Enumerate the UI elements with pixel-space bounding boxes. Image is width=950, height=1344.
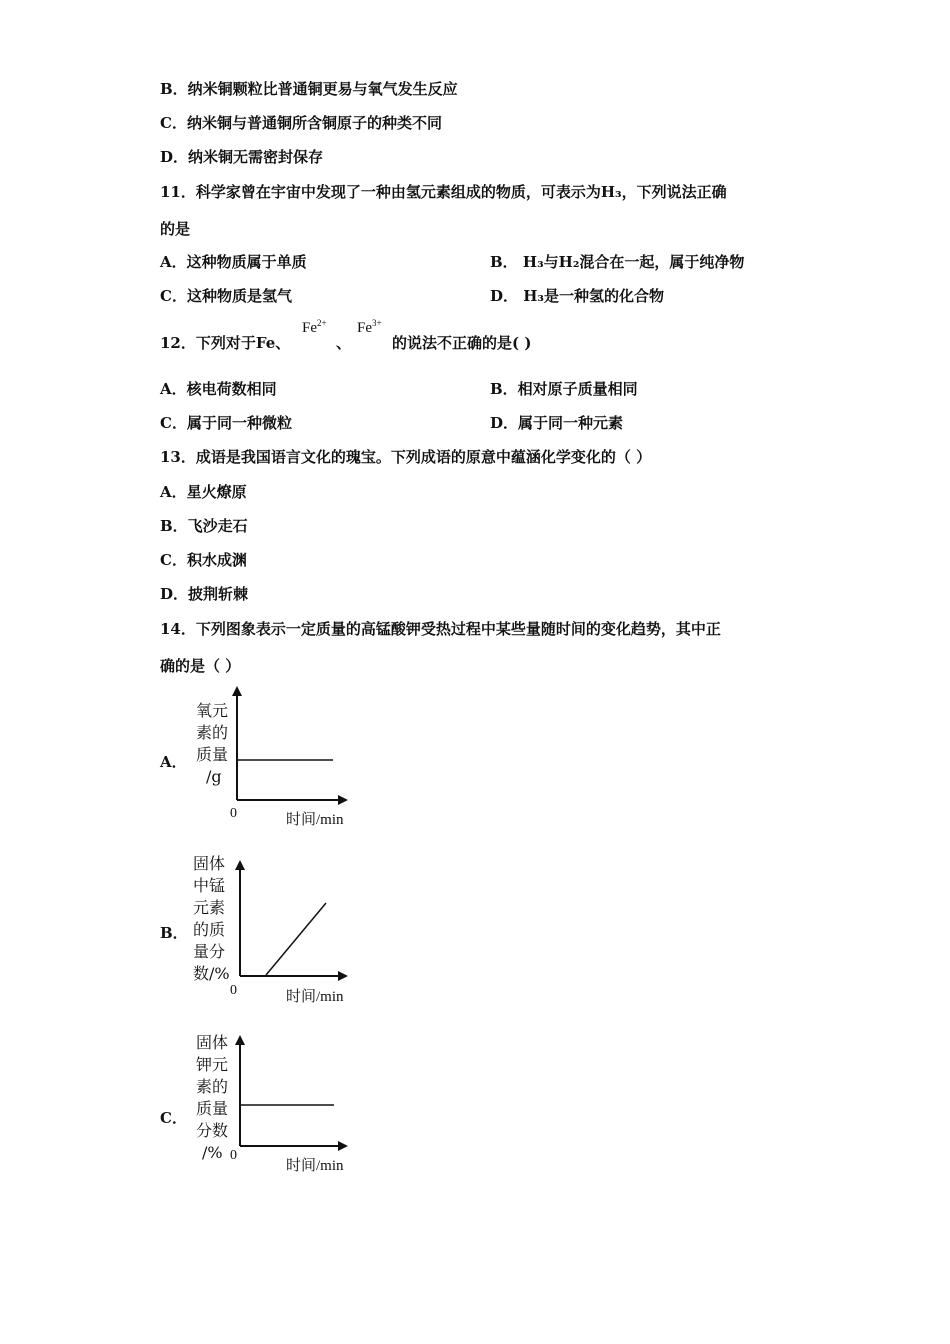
q13-option-c: C．积水成渊 <box>160 551 247 569</box>
q12-stem-prefix: 12．下列对于Fe、 <box>160 334 291 352</box>
q14-graph-b-ylabel-line: 固体 <box>193 854 226 873</box>
q14-graph-b-x-arrow <box>338 971 348 981</box>
q14-graph-b-letter: B． <box>160 924 188 942</box>
q14-graph-b-trend-line <box>266 903 326 975</box>
q14-graph-c-x-arrow <box>338 1141 348 1151</box>
q12-ion-fe2-charge: 2+ <box>317 318 327 328</box>
q14-graph-c-ylabel-line: 钾元 <box>196 1055 229 1074</box>
q14-graph-b-ylabel-line: 的质 <box>193 920 226 939</box>
q11-stem-line1: 11．科学家曾在宇宙中发现了一种由氢元素组成的物质，可表示为H₃，下列说法正确 <box>160 183 727 201</box>
q14-stem-line2: 确的是（ ） <box>160 657 241 675</box>
q14-graph-a-ylabel <box>196 700 228 788</box>
q14-graph-b-xlabel: 时间/min <box>286 989 344 1005</box>
q14-graph-c-letter: C． <box>160 1109 187 1127</box>
q12-ion-fe2 <box>302 318 327 337</box>
q11-option-a: A．这种物质属于单质 <box>160 253 307 271</box>
q12-separator: 、 <box>336 334 352 352</box>
q14-graph-c-ylabel-line: 分数 <box>196 1121 229 1140</box>
q12-ion-fe3 <box>357 318 382 337</box>
q14-graph-c-xlabel: 时间/min <box>286 1158 344 1174</box>
q14-graph-b-ylabel-line: 量分 <box>193 942 226 961</box>
q11-option-d: D． H₃是一种氢的化合物 <box>490 287 664 305</box>
q14-graph-c-ylabel <box>196 1032 228 1164</box>
q14-graph-c-ylabel-line: /% <box>202 1143 223 1162</box>
q12-option-d: D．属于同一种元素 <box>490 414 624 432</box>
q14-graph-b-ylabel-line: 元素 <box>193 898 226 917</box>
q10-option-d: D．纳米铜无需密封保存 <box>160 148 324 166</box>
q14-graph-c-ylabel-line: 固体 <box>196 1033 229 1052</box>
q14-graph-a-ylabel-line: /g <box>206 767 222 786</box>
q14-graph-a-x-arrow <box>338 795 348 805</box>
q14-graph-c-origin: 0 <box>230 1148 237 1163</box>
q13-option-a: A．星火燎原 <box>160 483 247 501</box>
q12-stem-suffix: 的说法不正确的是( ) <box>392 334 532 352</box>
q14-graph-a-xlabel: 时间/min <box>286 812 344 828</box>
q14-graph-a-ylabel-line: 素的 <box>196 723 229 742</box>
q14-graph-b-origin: 0 <box>230 983 237 998</box>
q14-graph-a-y-arrow <box>232 686 242 696</box>
q13-stem: 13．成语是我国语言文化的瑰宝。下列成语的原意中蕴涵化学变化的（ ） <box>160 448 652 466</box>
q10-option-c: C．纳米铜与普通铜所含铜原子的种类不同 <box>160 114 442 132</box>
q12-ion-fe2-symbol: Fe <box>302 320 317 336</box>
q14-graph-b-y-arrow <box>235 860 245 870</box>
q12-option-c: C．属于同一种微粒 <box>160 414 292 432</box>
q13-option-d: D．披荆斩棘 <box>160 585 249 603</box>
q14-stem-line1: 14．下列图象表示一定质量的高锰酸钾受热过程中某些量随时间的变化趋势，其中正 <box>160 620 721 638</box>
q10-option-b: B．纳米铜颗粒比普通铜更易与氧气发生反应 <box>160 80 458 98</box>
q11-stem-line2: 的是 <box>160 220 191 238</box>
q11-option-b: B． H₃与H₂混合在一起，属于纯净物 <box>490 253 745 271</box>
q12-option-b: B．相对原子质量相同 <box>490 380 638 398</box>
q13-option-b: B．飞沙走石 <box>160 517 248 535</box>
q14-graph-a-letter: A． <box>160 753 187 771</box>
q14-graph-b-ylabel-line: 数/% <box>193 964 230 983</box>
q12-ion-fe3-charge: 3+ <box>372 318 382 328</box>
q14-graph-b-ylabel-line: 中锰 <box>193 876 226 895</box>
q14-graph-a-ylabel-line: 质量 <box>196 745 229 764</box>
q14-graph-c-y-arrow <box>235 1035 245 1045</box>
q14-graph-c-ylabel-line: 素的 <box>196 1077 229 1096</box>
q12-ion-fe3-symbol: Fe <box>357 320 372 336</box>
q12-option-a: A．核电荷数相同 <box>160 380 277 398</box>
q14-graph-a-ylabel-line: 氧元 <box>196 701 229 720</box>
q14-graph-a-origin: 0 <box>230 806 237 821</box>
q14-graph-b-ylabel <box>193 853 230 985</box>
q14-graph-c-ylabel-line: 质量 <box>196 1099 229 1118</box>
q11-option-c: C．这种物质是氢气 <box>160 287 292 305</box>
